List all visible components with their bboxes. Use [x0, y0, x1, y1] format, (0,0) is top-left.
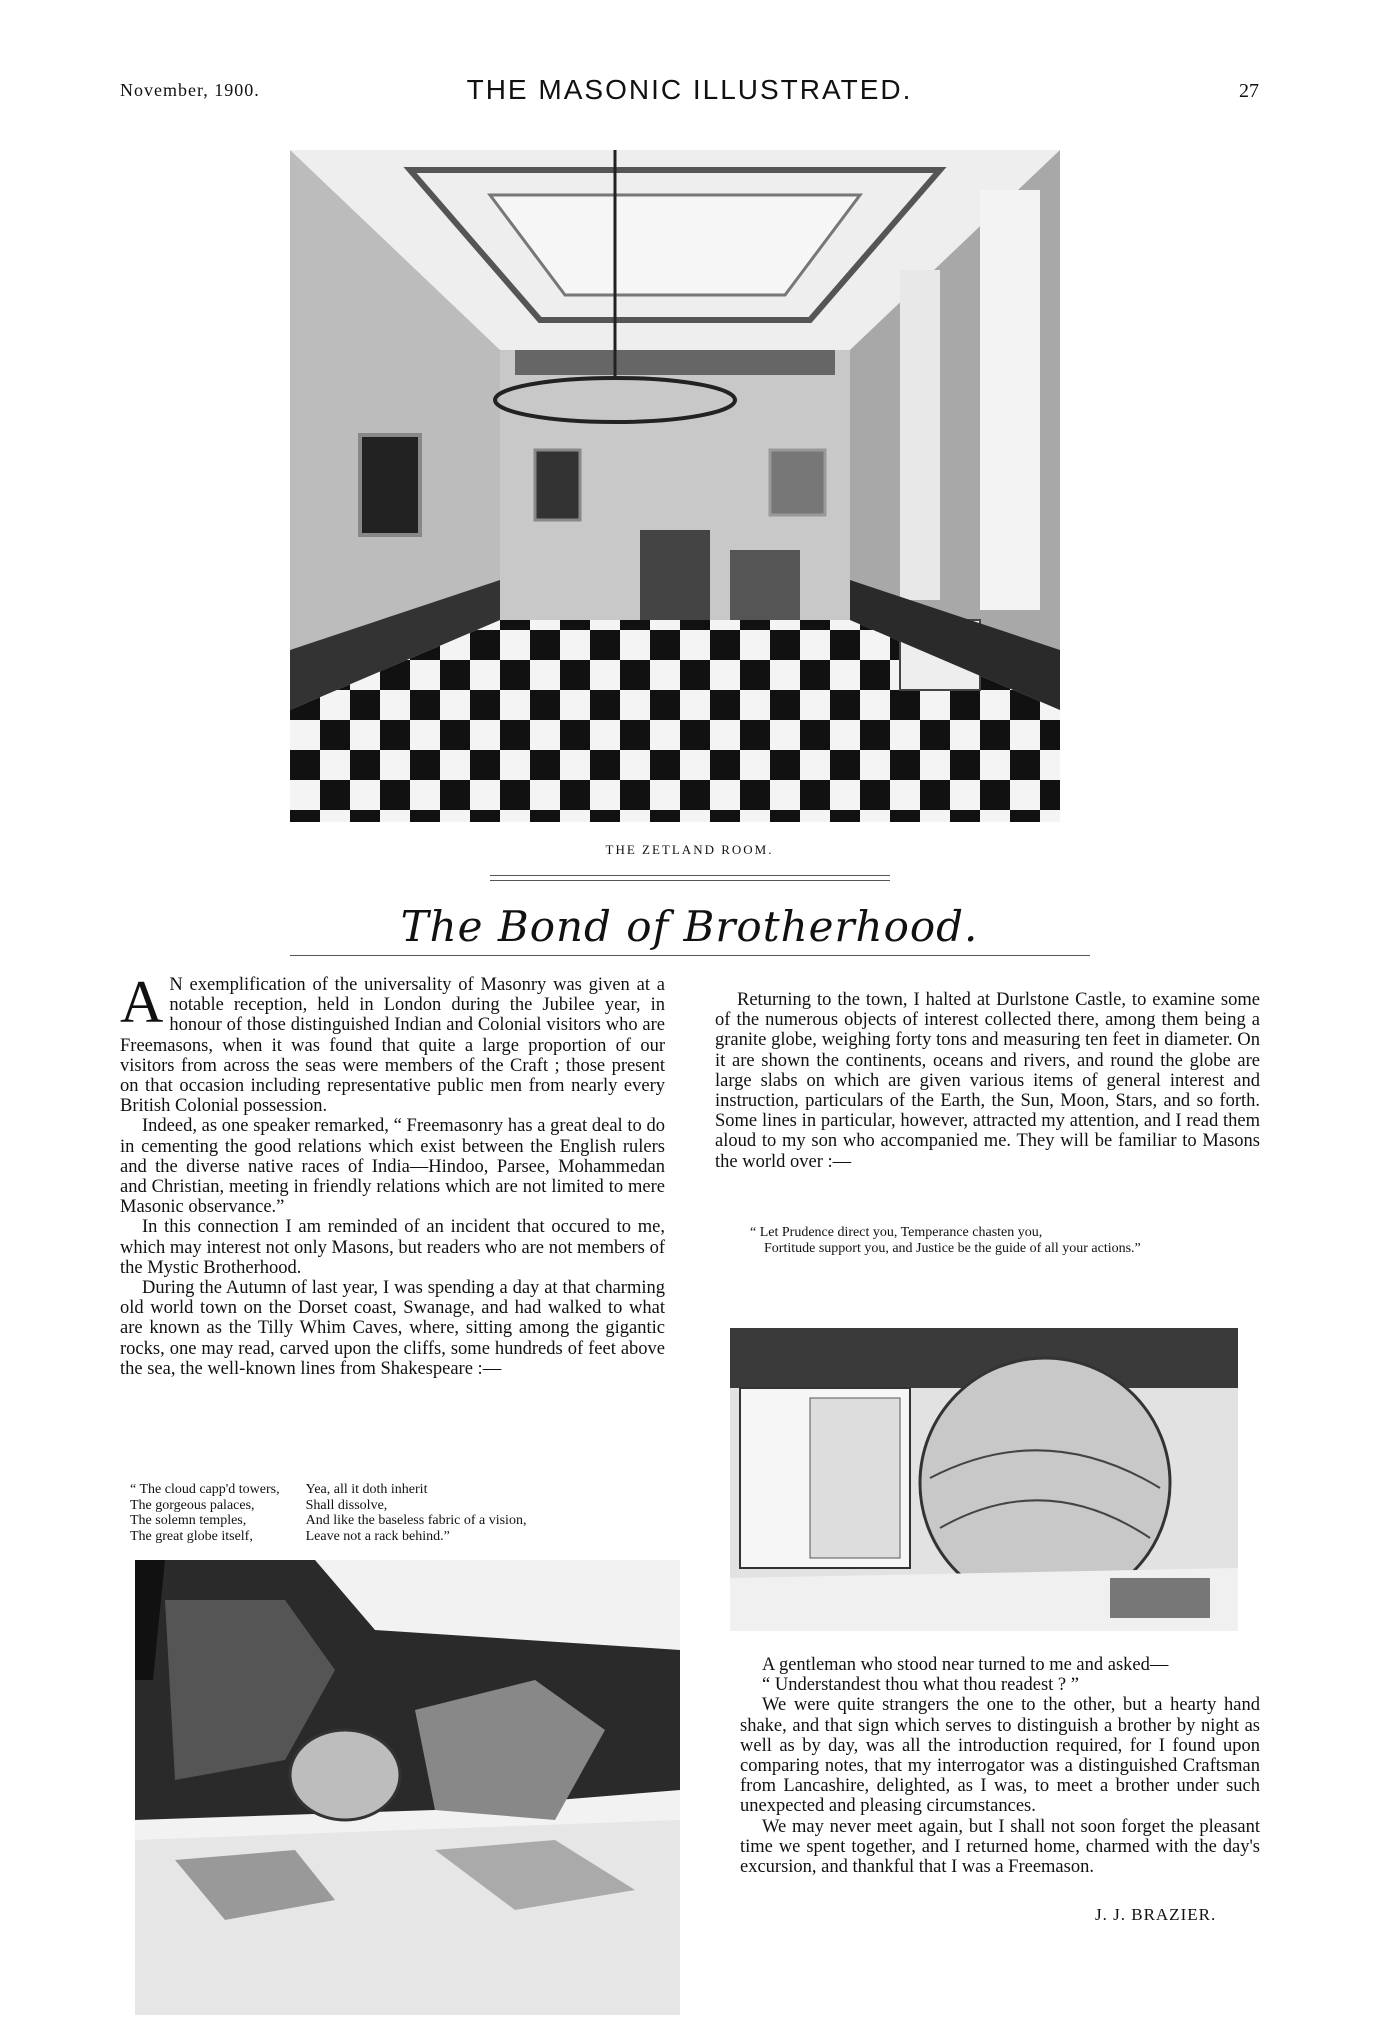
paragraph: During the Autumn of last year, I was spending a day at that charming old world town on the Dorset coast, Swanage, and had walked to what are known as the Tilly Whim Caves, where, sitting among the gigantic rocks, one may read, carved upon the cliffs, some hundreds of feet above the sea, the well-known lines from Shakespeare :—: [120, 1278, 665, 1379]
right-column-top: [715, 990, 1260, 1172]
shakespeare-verse: [130, 1482, 526, 1544]
title-underline: [290, 955, 1090, 956]
caves-illustration: [135, 1560, 680, 2015]
paragraph: “ Understandest thou what thou readest ? ”: [762, 1675, 1079, 1696]
paragraph: Returning to the town, I halted at Durlstone Castle, to examine some of the numerous objects of interest collected there, among them being a granite globe, weighing forty tons and measuring ten feet in diameter. On it are shown the continents, oceans and rivers, and round the globe are large slabs on which are given various items of general interest and instruction, particulars of the Earth, the Sun, Moon, Stars, and so forth. Some lines in particular, however, attracted my attention, and I read them aloud to my son who accompanied me. They will be familiar to Masons the world over :—: [715, 990, 1260, 1172]
granite-globe-photo: [730, 1328, 1238, 1631]
quote-line: Fortitude support you, and Justice be the guide of all your actions.”: [764, 1240, 1141, 1256]
right-column-bottom: [740, 1655, 1260, 1877]
zetland-room-illustration: [290, 150, 1060, 822]
publication-title: THE MASONIC ILLUSTRATED.: [466, 74, 913, 105]
divider-rule: [490, 880, 890, 881]
divider-rule: [490, 875, 890, 876]
article-title: The Bond of Brotherhood.: [400, 902, 979, 951]
paragraph: We were quite strangers the one to the other, but a hearty hand shake, and that sign which serves to distinguish a brother by night as well as by day, was all the introduction required, for I found upon comparing notes, that my interrogator was a distinguished Craftsman from Lancashire, delighted, as I was, to meet a brother under such unexpected and pleasing circumstances.: [740, 1695, 1260, 1817]
granite-globe-illustration: [730, 1328, 1238, 1631]
drop-cap: A: [120, 969, 164, 1035]
paragraph: A gentleman who stood near turned to me and asked—: [762, 1655, 1169, 1675]
zetland-room-photo: [290, 150, 1060, 822]
paragraph: In this connection I am reminded of an incident that occured to me, which may interest not only Masons, but readers who are not members of the Mystic Brotherhood.: [120, 1217, 665, 1278]
figure-caption: THE ZETLAND ROOM.: [605, 842, 774, 857]
left-column: [120, 969, 665, 1379]
paragraph: We may never meet again, but I shall not soon forget the pleasant time we spent together, and I returned home, charmed with the day's excursion, and thankful that I was a Freemason.: [740, 1816, 1260, 1878]
issue-date: November, 1900.: [120, 80, 260, 100]
caves-photo: [135, 1560, 680, 2015]
paragraph: Indeed, as one speaker remarked, “ Freemasonry has a great deal to do in cementing the good relations which exist between the English rulers and the diverse native races of India—Hindoo, Parsee, Mohammedan and Christian, meeting in friendly relations which are not limited to mere Masonic observance.”: [120, 1116, 665, 1218]
quote-line: “ Let Prudence direct you, Temperance chasten you,: [750, 1225, 1043, 1240]
page-number: 27: [1239, 80, 1259, 102]
verse-column-left: “ The cloud capp'd towers, The gorgeous palaces, The solemn temples, The great globe itself,: [130, 1482, 280, 1544]
paragraph: A N exemplification of the universality of Masonry was given at a notable reception, held in London during the Jubilee year, in honour of those distinguished Indian and Colonial visitors who are Freemasons, when it was found that quite a large proportion of our visitors from across the seas were members of the Craft ; those present on that occasion including representative public men from nearly every British Colonial possession.: [120, 969, 665, 1117]
quote-block: [750, 1225, 1270, 1256]
verse-column-right: Yea, all it doth inherit Shall dissolve, And like the baseless fabric of a vision, Leave not a rack behind.”: [305, 1482, 527, 1544]
author-signature: J. J. BRAZIER.: [1095, 1905, 1217, 1924]
